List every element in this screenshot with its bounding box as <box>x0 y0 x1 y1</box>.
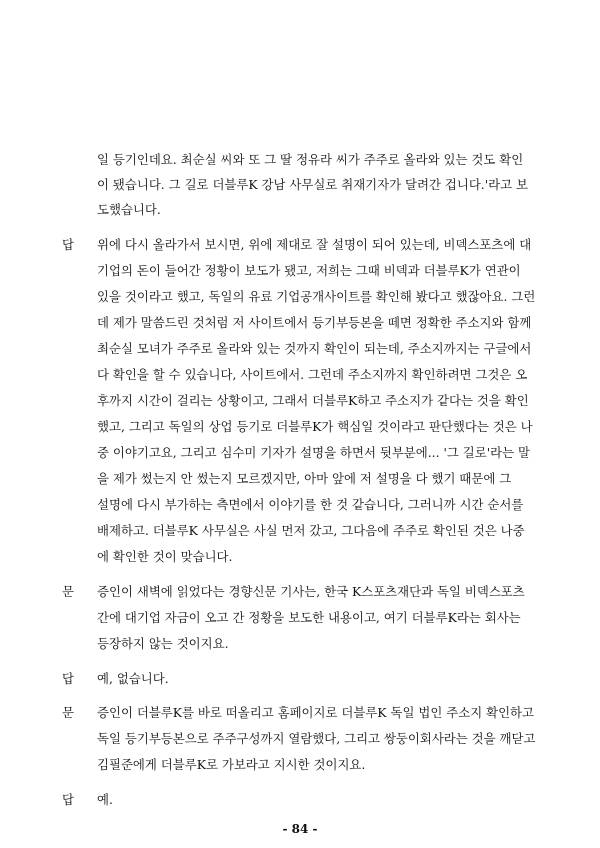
text-line: 간에 대기업 자금이 오고 간 정황을 보도한 내용이고, 여기 더블루K라는 회사는 <box>97 610 521 625</box>
text-line: 했고, 그리고 독일의 상업 등기로 더블루K가 핵심일 것이라고 판단했다는 것은 나 <box>97 419 533 434</box>
question-label: 문 <box>62 705 74 720</box>
text-line: 김필준에게 더블루K로 가보라고 지시한 것이지요. <box>97 757 366 772</box>
text-line: 예, 없습니다. <box>97 671 169 686</box>
text-line: 후까지 시간이 걸리는 상황이고, 그래서 더블루K하고 주소지가 같다는 것을 확인 <box>97 393 529 408</box>
page-number: - 84 - <box>282 822 318 836</box>
text-line: 기업의 돈이 들어간 정황이 보도가 됐고, 저희는 그때 비덱과 더블루K가 연관이 <box>97 263 521 278</box>
text-line: 에 확인한 것이 맞습니다. <box>97 549 233 564</box>
text-line: 예. <box>97 792 113 807</box>
text-line: 증인이 새벽에 읽었다는 경향신문 기사는, 한국 K스포츠재단과 독일 비덱스포츠 <box>97 584 525 599</box>
text-line: 독일 등기부등본으로 주주구성까지 열람했다, 그리고 쌍둥이회사라는 것을 깨닫고 <box>97 731 536 746</box>
text-line: 최순실 모녀가 주주로 올라와 있는 것까지 확인이 되는데, 주소지까지는 구글에서 <box>97 341 532 356</box>
text-line: 일 등기인데요. 최순실 씨와 또 그 딸 정유라 씨가 주주로 올라와 있는 것도 확인 <box>97 152 524 167</box>
text-line: 다 확인을 할 수 있습니다, 사이트에서. 그런데 주소지까지 확인하려면 그것은 오 <box>97 367 528 382</box>
text-line: 위에 다시 올라가서 보시면, 위에 제대로 잘 설명이 되어 있는데, 비덱스포츠에 대 <box>97 237 532 252</box>
text-line: 데 제가 말씀드린 것처럼 저 사이트에서 등기부등본을 떼면 정확한 주소지와 함께 <box>97 315 532 330</box>
text-line: 배제하고. 더블루K 사무실은 사실 먼저 갔고, 그다음에 주주로 확인된 것은 나중 <box>97 523 525 538</box>
text-line: 중 이야기고요, 그리고 심수미 기자가 설명을 하면서 뒷부분에... '그 길로'라는 말 <box>97 445 531 460</box>
text-line: 증인이 더블루K를 바로 떠올리고 홈페이지로 더블루K 독일 법인 주소지 확인하고 <box>97 705 534 720</box>
text-line: 을 제가 썼는지 안 썼는지 모르겠지만, 아마 앞에 저 설명을 다 했기 때문에 그 <box>97 471 512 486</box>
answer-label: 답 <box>62 237 74 252</box>
answer-label: 답 <box>62 671 74 686</box>
answer-label: 답 <box>62 792 74 807</box>
text-line: 도했습니다. <box>97 202 161 217</box>
text-line: 등장하지 않는 것이지요. <box>97 636 229 651</box>
text-line: 이 됐습니다. 그 길로 더블루K 강남 사무실로 취재기자가 달려간 겁니다.'라고 보 <box>97 177 528 192</box>
question-label: 문 <box>62 584 74 599</box>
text-line: 있을 것이라고 했고, 독일의 유료 기업공개사이트를 확인해 봤다고 했잖아요. 그런 <box>97 289 536 304</box>
text-line: 설명에 다시 부가하는 측면에서 이야기를 한 것 같습니다, 그러니까 시간 순서를 <box>97 497 524 512</box>
